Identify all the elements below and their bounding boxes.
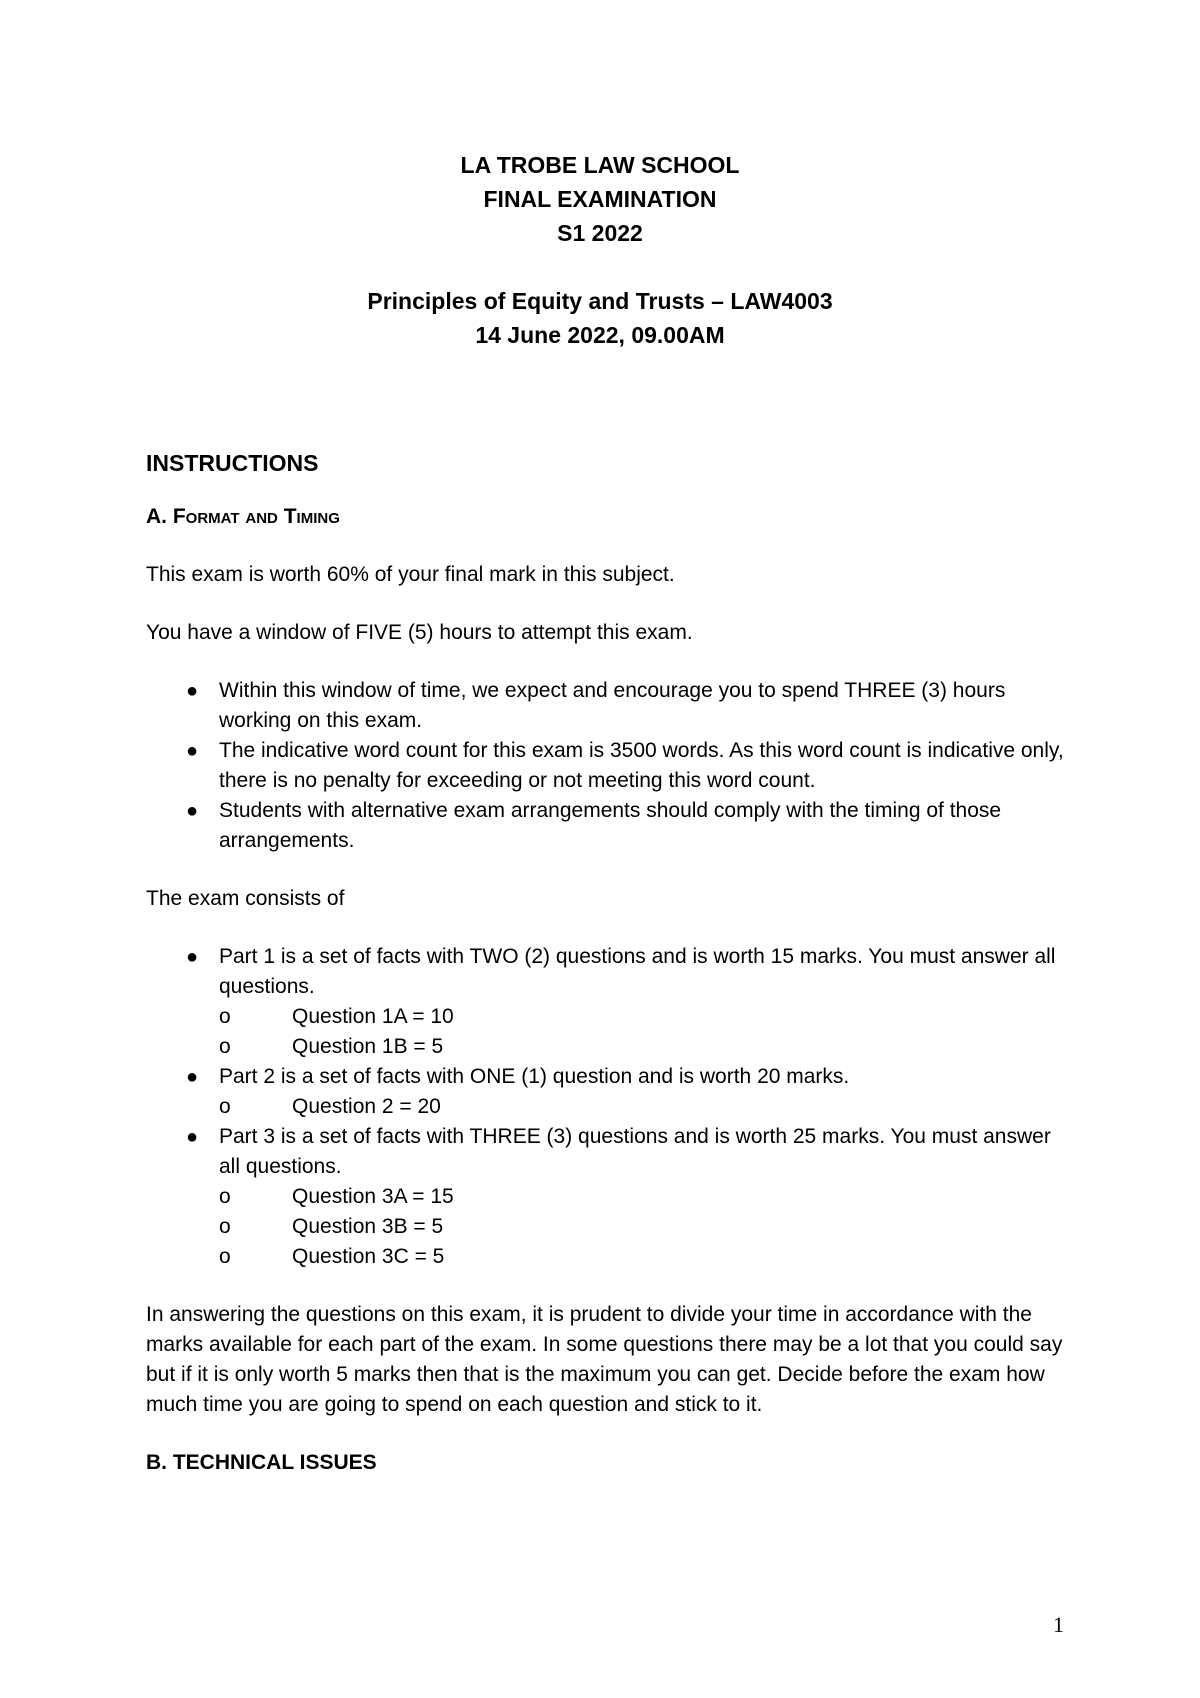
- bullet-icon: ●: [186, 1066, 199, 1088]
- bullet-icon: ●: [186, 1126, 199, 1148]
- list-item: o Question 1A = 10: [219, 1002, 1066, 1032]
- circle-bullet-icon: o: [219, 1095, 231, 1118]
- timing-bullet-list: [146, 676, 1066, 856]
- list-item: o Question 3A = 15: [219, 1182, 1066, 1212]
- list-item: ● Within this window of time, we expect and encourage you to spend THREE (3) hours working on this exam.: [146, 676, 1066, 736]
- exam-consists-intro: The exam consists of: [146, 887, 345, 910]
- exam-window-paragraph: You have a window of FIVE (5) hours to attempt this exam.: [146, 621, 693, 644]
- circle-bullet-icon: o: [219, 1245, 231, 1268]
- bullet-icon: ●: [186, 800, 199, 822]
- circle-bullet-icon: o: [219, 1005, 231, 1028]
- bullet-icon: ●: [186, 680, 199, 702]
- list-item-part-2: ● Part 2 is a set of facts with ONE (1) question and is worth 20 marks. o Question 2 = 20: [146, 1062, 1066, 1122]
- part-2-questions: [219, 1092, 1066, 1122]
- list-item: o Question 2 = 20: [219, 1092, 1066, 1122]
- bullet-icon: ●: [186, 946, 199, 968]
- part-3-questions: [219, 1182, 1066, 1272]
- list-item: ● Students with alternative exam arrangements should comply with the timing of those arrangements.: [146, 796, 1066, 856]
- exam-parts-list: [146, 942, 1066, 1272]
- exam-weight-paragraph: This exam is worth 60% of your final mark in this subject.: [146, 563, 675, 586]
- exam-title: FINAL EXAMINATION: [483, 186, 717, 212]
- list-item-part-3: ● Part 3 is a set of facts with THREE (3) questions and is worth 25 marks. You must answer all questions. o Question 3A = 15 o Question 3B = 5 o Question 3C = 5: [146, 1122, 1066, 1272]
- school-name: LA TROBE LAW SCHOOL: [460, 152, 740, 178]
- subject-title: Principles of Equity and Trusts – LAW4003: [367, 288, 833, 314]
- semester: S1 2022: [557, 220, 643, 246]
- section-a-heading: A. Format and Timing: [146, 505, 340, 528]
- list-item: o Question 3B = 5: [219, 1212, 1066, 1242]
- exam-header: [0, 148, 1200, 352]
- part-1-questions: [219, 1002, 1066, 1062]
- list-item-part-1: ● Part 1 is a set of facts with TWO (2) questions and is worth 15 marks. You must answer all questions. o Question 1A = 10 o Question 1B = 5: [146, 942, 1066, 1062]
- instructions-heading: INSTRUCTIONS: [146, 450, 319, 476]
- section-b-heading: B. TECHNICAL ISSUES: [146, 1451, 377, 1474]
- page-number: 1: [1053, 1612, 1064, 1637]
- instructions-body: [146, 448, 1066, 1506]
- bullet-icon: ●: [186, 740, 199, 762]
- exam-datetime: 14 June 2022, 09.00AM: [475, 322, 725, 348]
- circle-bullet-icon: o: [219, 1215, 231, 1238]
- list-item: ● The indicative word count for this exam is 3500 words. As this word count is indicative only, there is no penalty for exceeding or not meeting this word count.: [146, 736, 1066, 796]
- circle-bullet-icon: o: [219, 1185, 231, 1208]
- time-advice-paragraph: In answering the questions on this exam, it is prudent to divide your time in accordance with the marks available for each part of the exam. In some questions there may be a lot that you could say but if it is only worth 5 marks then that is the maximum you can get. Decide before the exam how much time you are going to spend on each question and stick to it.: [146, 1303, 1063, 1416]
- list-item: o Question 1B = 5: [219, 1032, 1066, 1062]
- circle-bullet-icon: o: [219, 1035, 231, 1058]
- list-item: o Question 3C = 5: [219, 1242, 1066, 1272]
